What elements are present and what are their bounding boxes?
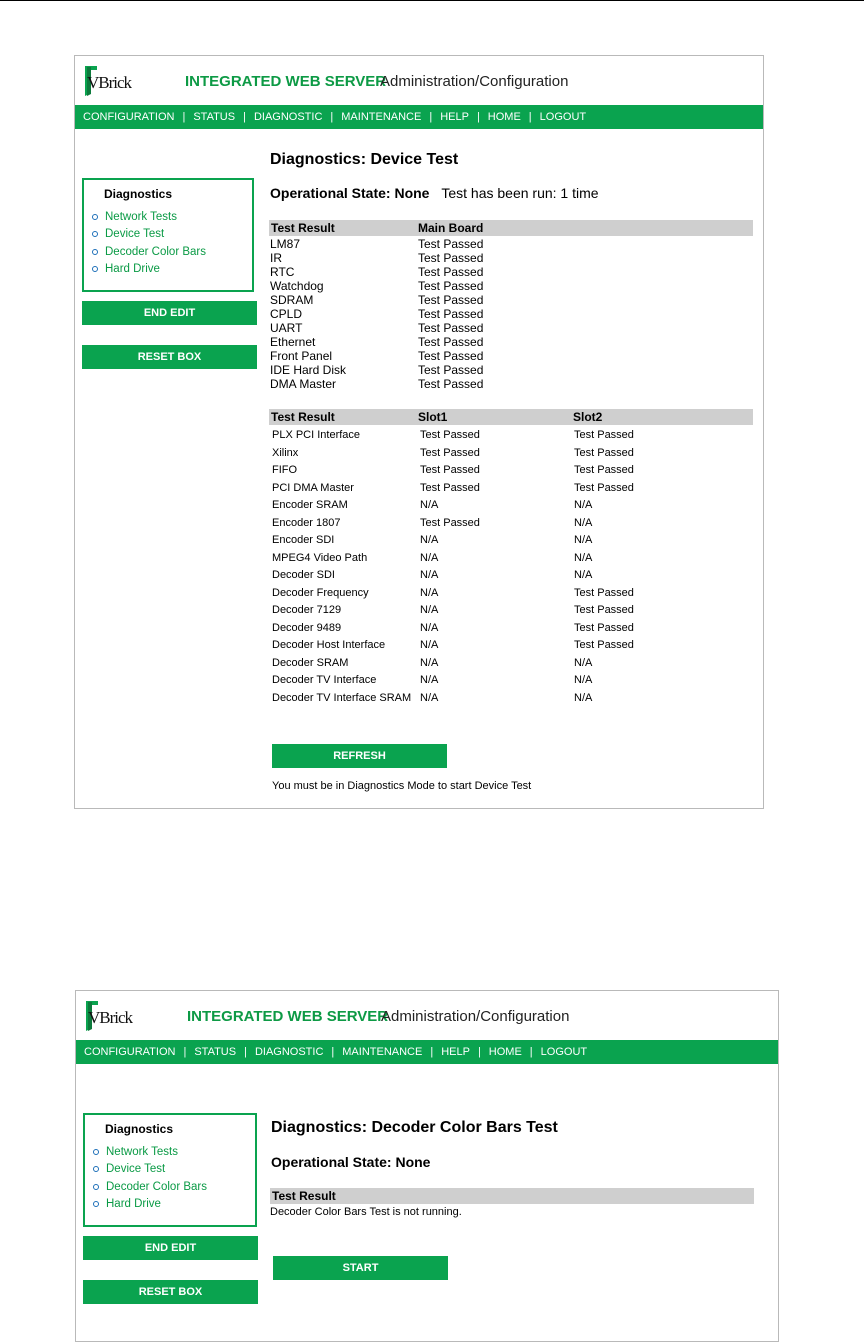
table-row — [269, 569, 753, 586]
test-name: IDE Hard Disk — [270, 363, 347, 377]
slots-header — [269, 409, 753, 425]
sidebar-title: Diagnostics — [104, 187, 173, 201]
sidebar-item-device-test[interactable]: Device Test — [93, 1161, 207, 1179]
slot2-result: Test Passed — [574, 604, 634, 616]
slot1-result: N/A — [420, 674, 439, 686]
table-row — [269, 464, 753, 481]
table-row — [269, 251, 753, 265]
test-name: Ethernet — [270, 335, 316, 349]
operational-state — [270, 185, 599, 201]
test-name: Decoder Host Interface — [272, 639, 386, 651]
main-board-result: Test Passed — [418, 335, 484, 349]
slot2-result: N/A — [574, 516, 593, 529]
bullet-icon — [93, 1149, 99, 1155]
table-row — [269, 429, 753, 446]
slot1-result: Test Passed — [420, 464, 480, 476]
slot1-result: N/A — [420, 621, 439, 634]
slot1-result: Test Passed — [420, 481, 480, 494]
nav-configuration[interactable]: CONFIGURATION — [84, 1046, 176, 1058]
diagnostics-mode-note: You must be in Diagnostics Mode to start Device Test — [272, 780, 532, 792]
slot1-result: N/A — [420, 551, 439, 564]
test-name: UART — [270, 321, 303, 335]
slot2-result: N/A — [574, 551, 593, 564]
sidebar-list — [92, 208, 206, 278]
app-title: INTEGRATED WEB SERVER — [187, 1008, 389, 1025]
test-name: Xilinx — [272, 446, 299, 459]
test-name: Decoder Frequency — [272, 586, 369, 599]
test-name: FIFO — [272, 464, 298, 476]
app-subtitle: Administration/Configuration — [380, 73, 569, 90]
nav-maintenance[interactable]: MAINTENANCE — [341, 111, 422, 123]
main-board-result: Test Passed — [418, 349, 484, 363]
slot2-result: N/A — [574, 499, 593, 511]
bullet-icon — [92, 231, 98, 237]
operational-state-label: Operational State: None — [271, 1154, 431, 1170]
table-row — [269, 692, 753, 709]
slot1-result: N/A — [420, 569, 439, 581]
table-row — [269, 534, 753, 551]
test-name: PCI DMA Master — [272, 481, 354, 494]
test-name: Front Panel — [270, 349, 333, 363]
sidebar-item-hard-drive[interactable]: Hard Drive — [92, 261, 206, 279]
nav-home[interactable]: HOME — [488, 1046, 522, 1058]
app-header — [75, 56, 763, 104]
app-header — [76, 991, 778, 1039]
nav-logout[interactable]: LOGOUT — [539, 111, 587, 123]
test-name: MPEG4 Video Path — [272, 551, 368, 564]
slot2-result: Test Passed — [574, 429, 634, 441]
slot1-result: Test Passed — [420, 446, 480, 459]
run-count: Test has been run: 1 time — [441, 185, 599, 201]
sidebar-item-device-test[interactable]: Device Test — [92, 226, 206, 244]
test-name: RTC — [270, 265, 295, 279]
slot1-result: N/A — [420, 586, 439, 599]
bullet-icon — [92, 214, 98, 220]
sidebar-item-network-tests[interactable]: Network Tests — [93, 1143, 207, 1161]
table-row — [269, 377, 753, 391]
end-edit-button[interactable]: END EDIT — [83, 1236, 258, 1260]
slot1-result: N/A — [420, 604, 439, 616]
col-slot2: Slot2 — [573, 410, 603, 424]
table-row — [269, 335, 753, 349]
bullet-icon — [93, 1184, 99, 1190]
bullet-icon — [92, 249, 98, 255]
col-slot1: Slot1 — [418, 410, 448, 424]
end-edit-button[interactable]: END EDIT — [82, 301, 257, 325]
test-name: Decoder TV Interface — [272, 674, 377, 686]
nav-status[interactable]: STATUS — [193, 111, 236, 123]
main-board-result: Test Passed — [418, 265, 484, 279]
main-board-result: Test Passed — [418, 377, 484, 391]
operational-state — [271, 1154, 430, 1170]
logo-text: VBrick — [88, 1008, 133, 1027]
slot2-result: N/A — [574, 656, 593, 669]
slot2-result: Test Passed — [574, 464, 634, 476]
top-nav: CONFIGURATION | STATUS | DIAGNOSTIC | MAINTENANCE | HELP | HOME | LOGOUT — [76, 1040, 778, 1064]
reset-box-button[interactable]: RESET BOX — [83, 1280, 258, 1304]
table-row — [269, 237, 753, 251]
table-row — [269, 604, 753, 621]
nav-home[interactable]: HOME — [487, 111, 521, 123]
main-board-result: Test Passed — [418, 293, 484, 307]
device-test-screen — [74, 55, 764, 809]
nav-configuration[interactable]: CONFIGURATION — [83, 111, 175, 123]
sidebar-item-hard-drive[interactable]: Hard Drive — [93, 1196, 207, 1214]
test-name: Decoder 9489 — [272, 621, 342, 634]
test-name: PLX PCI Interface — [272, 429, 361, 441]
main-board-result: Test Passed — [418, 237, 484, 251]
page-title: Diagnostics: Device Test — [270, 151, 459, 168]
main-board-result: Test Passed — [418, 363, 484, 377]
table-row — [269, 499, 753, 516]
table-row — [269, 265, 753, 279]
slot2-result: Test Passed — [574, 481, 634, 494]
test-name: Encoder 1807 — [272, 516, 341, 529]
table-row — [269, 363, 753, 377]
test-name: DMA Master — [270, 377, 337, 391]
test-name: Encoder SRAM — [272, 499, 348, 511]
slot1-result: Test Passed — [420, 516, 480, 529]
sidebar-item-network-tests[interactable]: Network Tests — [92, 208, 206, 226]
slot2-result: N/A — [574, 569, 593, 581]
main-board-result: Test Passed — [418, 279, 484, 293]
table-row — [269, 279, 753, 293]
diagnostics-sidebar — [82, 178, 254, 292]
table-row — [269, 349, 753, 363]
slot1-result: N/A — [420, 534, 439, 546]
diagnostics-sidebar — [83, 1113, 257, 1227]
bullet-icon — [93, 1166, 99, 1172]
color-bars-test-screen — [75, 990, 779, 1342]
table-row — [269, 587, 753, 604]
table-row — [269, 321, 753, 335]
test-name: Decoder 7129 — [272, 604, 342, 616]
test-name: SDRAM — [270, 293, 314, 307]
nav-logout[interactable]: LOGOUT — [540, 1046, 588, 1058]
refresh-button[interactable]: REFRESH — [272, 744, 447, 768]
operational-state-label: Operational State: None — [270, 185, 430, 201]
page-top-rule — [0, 0, 864, 1]
col-test-result: Test Result — [271, 410, 335, 424]
main-board-result: Test Passed — [418, 251, 484, 265]
main-board-result: Test Passed — [418, 321, 484, 335]
app-subtitle: Administration/Configuration — [381, 1008, 570, 1025]
slot1-result: N/A — [420, 499, 439, 511]
main-board-header — [269, 220, 753, 236]
nav-diagnostic[interactable]: DIAGNOSTIC — [253, 111, 323, 123]
slot1-result: Test Passed — [420, 429, 480, 441]
slot1-result: N/A — [420, 691, 439, 704]
table-row — [269, 293, 753, 307]
table-row — [269, 482, 753, 499]
nav-help[interactable]: HELP — [440, 111, 469, 123]
slot2-result: N/A — [574, 534, 593, 546]
test-result-text: Decoder Color Bars Test is not running. — [270, 1206, 462, 1218]
vbrick-logo — [84, 999, 138, 1033]
page-title: Diagnostics: Decoder Color Bars Test — [271, 1119, 558, 1136]
logo-text: VBrick — [87, 73, 132, 92]
test-name: LM87 — [270, 237, 301, 251]
sidebar-list — [93, 1143, 207, 1213]
table-row — [269, 447, 753, 464]
table-row — [269, 307, 753, 321]
table-row — [269, 552, 753, 569]
table-row — [269, 657, 753, 674]
slot1-result: N/A — [420, 639, 439, 651]
test-name: Decoder SDI — [272, 569, 335, 581]
slot2-result: Test Passed — [574, 621, 634, 634]
test-name: CPLD — [270, 307, 303, 321]
nav-help[interactable]: HELP — [441, 1046, 470, 1058]
slot1-result: N/A — [420, 656, 439, 669]
test-name: Encoder SDI — [272, 534, 335, 546]
sidebar-title: Diagnostics — [105, 1122, 174, 1136]
test-name: Decoder TV Interface SRAM — [272, 691, 412, 704]
bullet-icon — [92, 266, 98, 272]
nav-diagnostic[interactable]: DIAGNOSTIC — [254, 1046, 324, 1058]
slot2-result: Test Passed — [574, 639, 634, 651]
vbrick-logo — [83, 64, 137, 98]
top-nav: CONFIGURATION | STATUS | DIAGNOSTIC | MAINTENANCE | HELP | HOME | LOGOUT — [75, 105, 763, 129]
table-row — [269, 517, 753, 534]
col-main-board: Main Board — [418, 221, 484, 235]
slot2-result: Test Passed — [574, 586, 634, 599]
table-row — [269, 639, 753, 656]
sidebar-item-decoder-color-bars[interactable]: Decoder Color Bars — [93, 1178, 207, 1196]
nav-status[interactable]: STATUS — [194, 1046, 237, 1058]
bullet-icon — [93, 1201, 99, 1207]
slot2-result: N/A — [574, 691, 593, 704]
test-name: Watchdog — [270, 279, 324, 293]
sidebar-item-decoder-color-bars[interactable]: Decoder Color Bars — [92, 243, 206, 261]
table-row — [269, 674, 753, 691]
slot2-result: N/A — [574, 674, 593, 686]
col-test-result: Test Result — [271, 221, 335, 235]
app-title: INTEGRATED WEB SERVER — [185, 73, 387, 90]
nav-maintenance[interactable]: MAINTENANCE — [342, 1046, 423, 1058]
table-row — [269, 622, 753, 639]
col-test-result: Test Result — [272, 1189, 336, 1203]
main-board-result: Test Passed — [418, 307, 484, 321]
test-name: Decoder SRAM — [272, 656, 349, 669]
start-button[interactable]: START — [273, 1256, 448, 1280]
test-result-header — [270, 1188, 754, 1204]
slot2-result: Test Passed — [574, 446, 634, 459]
reset-box-button[interactable]: RESET BOX — [82, 345, 257, 369]
test-name: IR — [270, 251, 282, 265]
